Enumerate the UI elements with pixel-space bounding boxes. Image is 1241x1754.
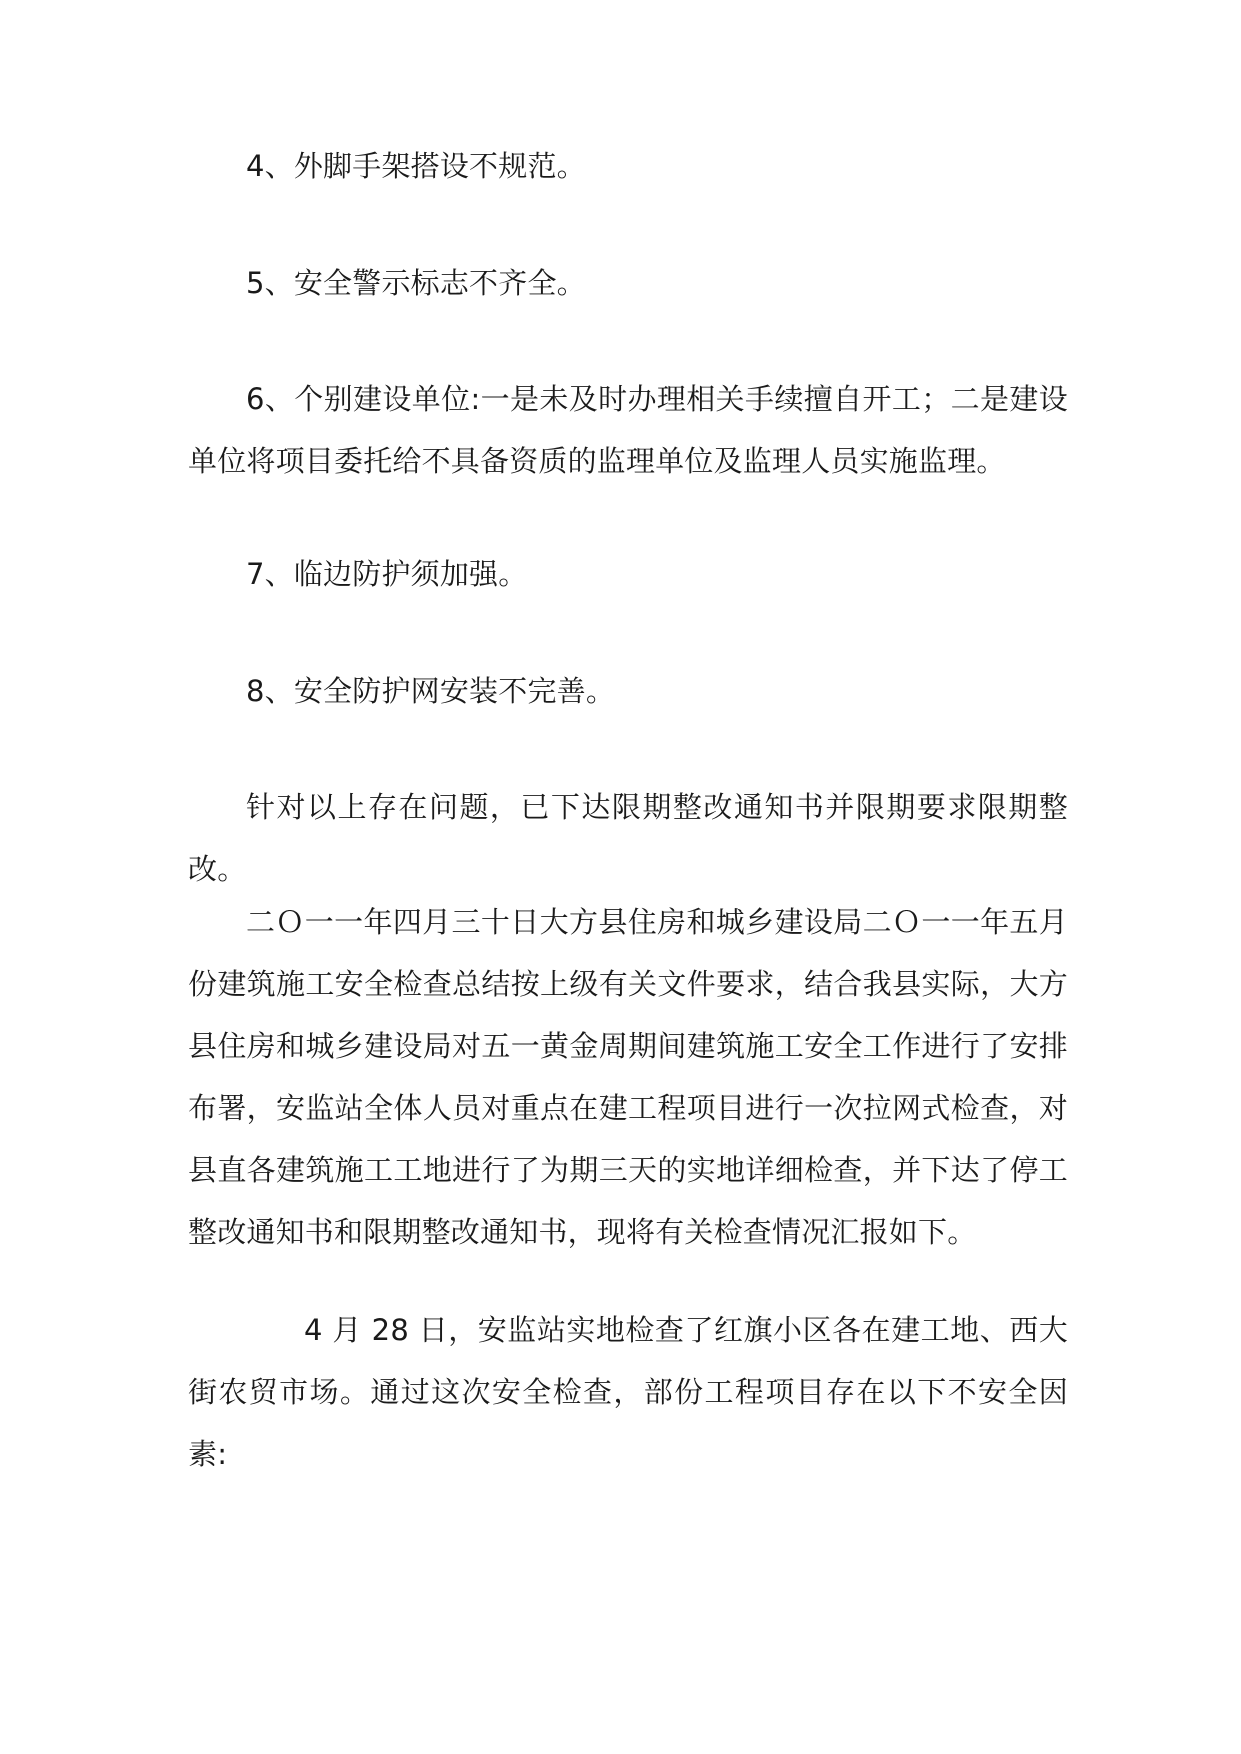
paragraph-item-6: 6、个别建设单位:一是未及时办理相关手续擅自开工；二是建设单位将项目委托给不具备资质的监理单位及监理人员实施监理。: [188, 382, 1068, 478]
paragraph-summary: 二Ｏ一一年四月三十日大方县住房和城乡建设局二Ｏ一一年五月份建筑施工安全检查总结按上级有关文件要求，结合我县实际，大方县住房和城乡建设局对五一黄金周期间建筑施工安全工作进行了安排布署，安监站全体人员对重点在建工程项目进行一次拉网式检查，对县直各建筑施工工地进行了为期三天的实地详细检查，并下达了停工整改通知书和限期整改通知书，现将有关检查情况汇报如下。: [188, 905, 1068, 1249]
paragraph-rectification: 针对以上存在问题，已下达限期整改通知书并限期要求限期整改。: [188, 790, 1068, 886]
paragraph-item-8: 8、安全防护网安装不完善。: [246, 674, 616, 708]
paragraph-item-5: 5、安全警示标志不齐全。: [246, 266, 586, 300]
paragraph-inspection-date: 4 月 28 日，安监站实地检查了红旗小区各在建工地、西大街农贸市场。通过这次安全检查，部份工程项目存在以下不安全因素:: [188, 1313, 1068, 1471]
paragraph-item-4: 4、外脚手架搭设不规范。: [246, 149, 586, 183]
paragraph-item-7: 7、临边防护须加强。: [246, 557, 528, 591]
